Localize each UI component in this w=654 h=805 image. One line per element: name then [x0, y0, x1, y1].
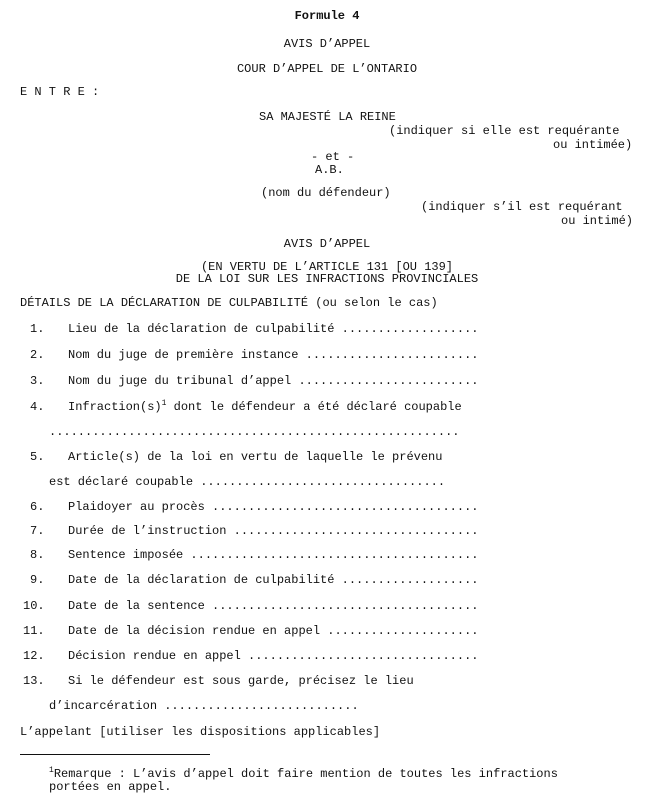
and-separator: - et -: [311, 150, 355, 164]
defendant-name-label: (nom du défendeur): [261, 186, 391, 200]
item-number: 13.: [23, 674, 45, 688]
party-defendant: A.B.: [315, 163, 344, 177]
court-name: COUR D’APPEL DE L’ONTARIO: [236, 62, 418, 76]
item-number: 2.: [30, 348, 45, 362]
item-label: Sentence imposée ........................................: [68, 548, 479, 562]
item-label: Nom du juge du tribunal d’appel .........................: [68, 374, 479, 388]
item-label: Date de la décision rendue en appel .....................: [68, 624, 479, 638]
item-number: 9.: [30, 573, 45, 587]
item-label: Lieu de la déclaration de culpabilité ...................: [68, 322, 479, 336]
form-heading: AVIS D’APPEL: [283, 37, 371, 51]
item-continuation: est déclaré coupable ..................................: [49, 475, 446, 489]
footnote-reference: 1: [161, 399, 167, 408]
party-defendant-note-2: ou intimé): [561, 214, 634, 228]
item-label-text: dont le défendeur a été déclaré coupable: [166, 400, 462, 414]
footnote-divider: [20, 754, 210, 755]
statute-line-2: DE LA LOI SUR LES INFRACTIONS PROVINCIALES: [175, 272, 479, 286]
item-label: [68, 400, 462, 414]
item-number: 5.: [30, 450, 45, 464]
party-crown: SA MAJESTÉ LA REINE: [259, 110, 396, 124]
item-label: Décision rendue en appel ................................: [68, 649, 479, 663]
footnote-mark: 1: [49, 766, 54, 775]
item-label: Si le défendeur est sous garde, précisez le lieu: [68, 674, 414, 688]
details-heading: DÉTAILS DE LA DÉCLARATION DE CULPABILITÉ (ou selon le cas): [20, 296, 438, 310]
item-continuation: d’incarcération ...........................: [49, 699, 359, 713]
party-defendant-note: (indiquer s’il est requérant: [421, 200, 623, 214]
item-number: 8.: [30, 548, 45, 562]
item-label: Durée de l’instruction ..................................: [68, 524, 479, 538]
item-number: 12.: [23, 649, 45, 663]
item-continuation: .........................................................: [49, 425, 460, 439]
item-number: 11.: [23, 624, 45, 638]
item-label: Nom du juge de première instance ........................: [68, 348, 479, 362]
item-number: 10.: [23, 599, 45, 613]
party-crown-note: (indiquer si elle est requérante: [389, 124, 620, 138]
item-label-text: Infraction(s): [68, 400, 162, 414]
item-number: 3.: [30, 374, 45, 388]
form-number: Formule 4: [294, 9, 360, 23]
footnote-line-2: portées en appel.: [49, 780, 172, 794]
statute-line-1: (EN VERTU DE L’ARTICLE 131 [OU 139]: [200, 260, 454, 274]
party-crown-note-2: ou intimée): [553, 138, 633, 152]
item-number: 4.: [30, 400, 45, 414]
between-label: E N T R E :: [20, 85, 100, 99]
notice-subheading: AVIS D’APPEL: [283, 237, 371, 251]
footnote-line-1: [49, 767, 558, 781]
item-number: 1.: [30, 322, 45, 336]
item-label: Article(s) de la loi en vertu de laquelle le prévenu: [68, 450, 443, 464]
footnote-text: Remarque : L’avis d’appel doit faire mention de toutes les infractions: [53, 767, 558, 781]
item-number: 7.: [30, 524, 45, 538]
item-label: Date de la déclaration de culpabilité ...................: [68, 573, 479, 587]
item-number: 6.: [30, 500, 45, 514]
item-label: Plaidoyer au procès .....................................: [68, 500, 479, 514]
appellant-line: L’appelant [utiliser les dispositions applicables]: [20, 725, 381, 739]
item-label: Date de la sentence .....................................: [68, 599, 479, 613]
